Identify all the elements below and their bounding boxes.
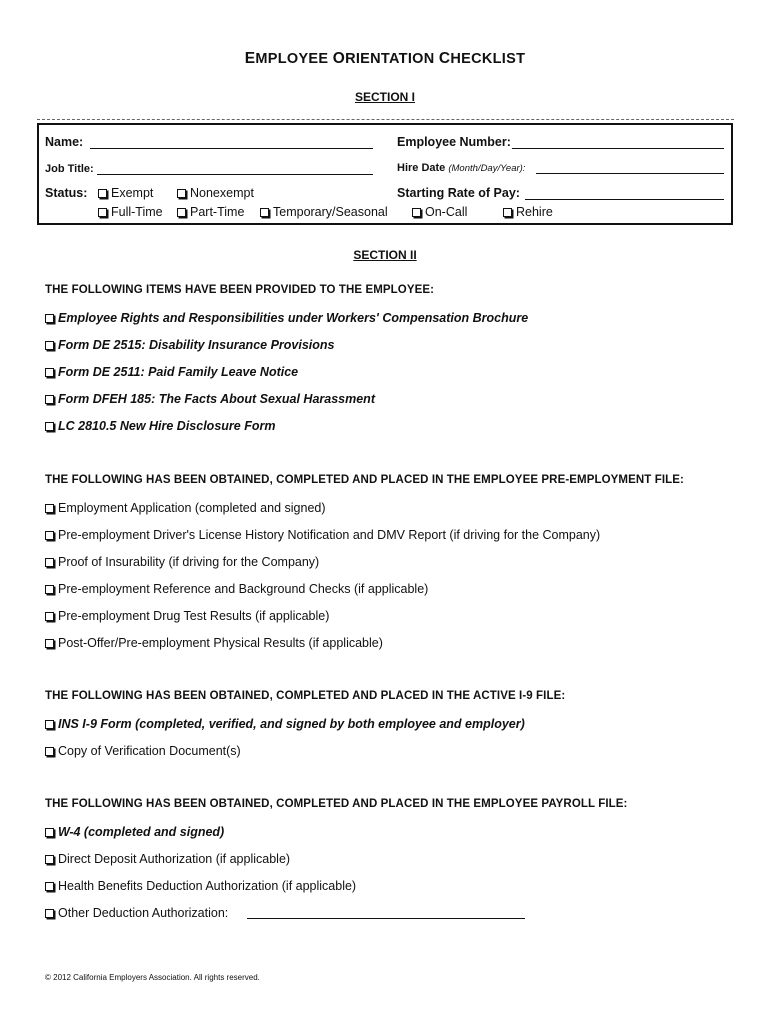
checkbox-icon[interactable] xyxy=(503,208,512,217)
checklist-item[interactable]: INS I-9 Form (completed, verified, and signed by both employee and employer) xyxy=(45,717,525,731)
checklist-item[interactable]: Other Deduction Authorization: xyxy=(45,906,228,920)
checkbox-icon[interactable] xyxy=(45,828,54,837)
checklist-item[interactable]: Direct Deposit Authorization (if applicable) xyxy=(45,852,290,866)
checkbox-icon[interactable] xyxy=(260,208,269,217)
option-nonexempt[interactable]: Nonexempt xyxy=(177,186,254,200)
job-title-label: Job Title: xyxy=(45,163,94,175)
checkbox-icon[interactable] xyxy=(45,395,54,404)
group-heading-pre-employment: THE FOLLOWING HAS BEEN OBTAINED, COMPLETED AND PLACED IN THE EMPLOYEE PRE-EMPLOYMENT FILE: xyxy=(45,474,684,486)
page-title xyxy=(0,50,770,68)
checklist-item[interactable]: Pre-employment Driver's License History Notification and DMV Report (if driving for the Company) xyxy=(45,528,600,542)
checkbox-icon[interactable] xyxy=(98,189,107,198)
option-rehire[interactable]: Rehire xyxy=(503,205,553,219)
checkbox-icon[interactable] xyxy=(45,558,54,567)
checkbox-icon[interactable] xyxy=(45,314,54,323)
checkbox-icon[interactable] xyxy=(45,855,54,864)
hire-date-label: Hire Date (Month/Day/Year): xyxy=(397,162,526,174)
checkbox-icon[interactable] xyxy=(177,208,186,217)
copyright-footer: © 2012 California Employers Association. All rights reserved. xyxy=(45,973,260,982)
employee-number-label: Employee Number: xyxy=(397,135,511,149)
checklist-item[interactable]: Form DE 2511: Paid Family Leave Notice xyxy=(45,365,298,379)
checklist-item[interactable]: LC 2810.5 New Hire Disclosure Form xyxy=(45,419,275,433)
group-heading-payroll: THE FOLLOWING HAS BEEN OBTAINED, COMPLETED AND PLACED IN THE EMPLOYEE PAYROLL FILE: xyxy=(45,798,628,810)
name-label: Name: xyxy=(45,135,84,149)
other-deduction-field[interactable] xyxy=(247,918,525,919)
checklist-item[interactable]: Employment Application (completed and signed) xyxy=(45,501,326,515)
starting-rate-label: Starting Rate of Pay: xyxy=(397,186,520,200)
option-temporary-seasonal[interactable]: Temporary/Seasonal xyxy=(260,205,388,219)
name-field[interactable] xyxy=(90,148,373,149)
section-2-label: SECTION II xyxy=(353,248,417,262)
checkbox-icon[interactable] xyxy=(177,189,186,198)
option-on-call[interactable]: On-Call xyxy=(412,205,467,219)
checklist-item[interactable]: Copy of Verification Document(s) xyxy=(45,744,241,758)
checkbox-icon[interactable] xyxy=(45,612,54,621)
group-heading-i9: THE FOLLOWING HAS BEEN OBTAINED, COMPLETED AND PLACED IN THE ACTIVE I-9 FILE: xyxy=(45,690,566,702)
section-divider xyxy=(37,119,734,120)
checkbox-icon[interactable] xyxy=(45,504,54,513)
checkbox-icon[interactable] xyxy=(45,909,54,918)
checkbox-icon[interactable] xyxy=(45,585,54,594)
section-1-label: SECTION I xyxy=(354,90,415,104)
title-word-2: ORIENTATION xyxy=(332,50,439,67)
checkbox-icon[interactable] xyxy=(45,639,54,648)
checkbox-icon[interactable] xyxy=(45,531,54,540)
option-exempt[interactable]: Exempt xyxy=(98,186,153,200)
option-full-time[interactable]: Full-Time xyxy=(98,205,163,219)
checklist-item[interactable]: Pre-employment Drug Test Results (if applicable) xyxy=(45,609,329,623)
checkbox-icon[interactable] xyxy=(45,368,54,377)
checklist-item[interactable]: Post-Offer/Pre-employment Physical Results (if applicable) xyxy=(45,636,383,650)
checklist-item[interactable]: Form DE 2515: Disability Insurance Provisions xyxy=(45,338,334,352)
employee-number-field[interactable] xyxy=(512,148,724,149)
checklist-item[interactable]: Pre-employment Reference and Background Checks (if applicable) xyxy=(45,582,428,596)
starting-rate-field[interactable] xyxy=(525,199,724,200)
checkbox-icon[interactable] xyxy=(412,208,421,217)
checkbox-icon[interactable] xyxy=(45,882,54,891)
checklist-item[interactable]: Form DFEH 185: The Facts About Sexual Harassment xyxy=(45,392,375,406)
checklist-item[interactable]: Employee Rights and Responsibilities under Workers' Compensation Brochure xyxy=(45,311,528,325)
checkbox-icon[interactable] xyxy=(45,720,54,729)
checklist-item[interactable]: Proof of Insurability (if driving for the Company) xyxy=(45,555,319,569)
checklist-item[interactable]: Health Benefits Deduction Authorization (if applicable) xyxy=(45,879,356,893)
checkbox-icon[interactable] xyxy=(45,341,54,350)
checkbox-icon[interactable] xyxy=(45,422,54,431)
hire-date-field[interactable] xyxy=(536,173,724,174)
title-word-1: EMPLOYEE xyxy=(244,50,333,67)
checklist-item[interactable]: W-4 (completed and signed) xyxy=(45,825,224,839)
hire-date-format: (Month/Day/Year): xyxy=(448,163,526,174)
title-word-3: CHECKLIST xyxy=(438,50,526,67)
checkbox-icon[interactable] xyxy=(98,208,107,217)
option-part-time[interactable]: Part-Time xyxy=(177,205,244,219)
group-heading-provided: THE FOLLOWING ITEMS HAVE BEEN PROVIDED TO THE EMPLOYEE: xyxy=(45,284,435,296)
job-title-field[interactable] xyxy=(97,174,373,175)
checkbox-icon[interactable] xyxy=(45,747,54,756)
status-label: Status: xyxy=(45,186,88,200)
